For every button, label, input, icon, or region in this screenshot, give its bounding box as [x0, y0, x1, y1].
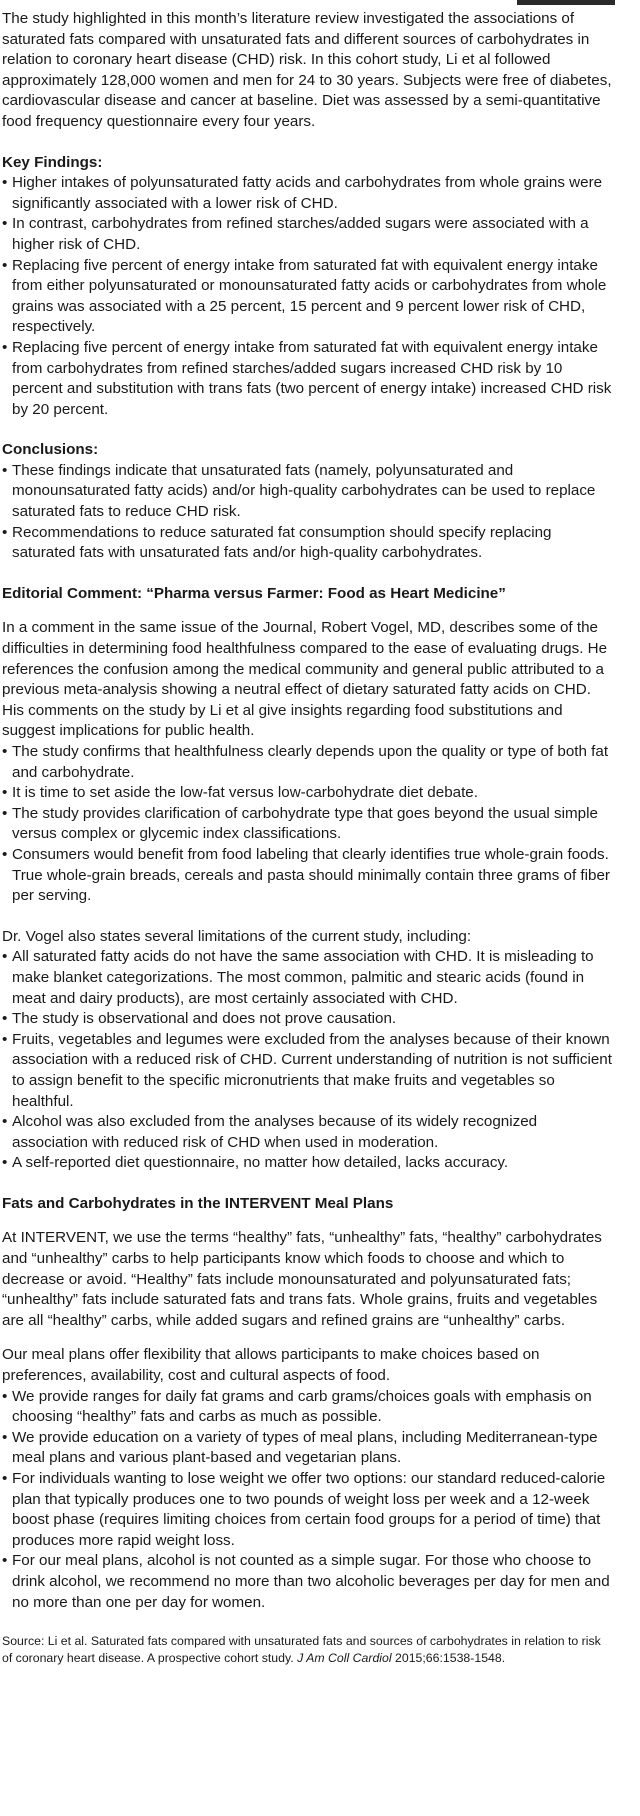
- source-citation: [2, 1633, 614, 1667]
- intervent-paragraph-1: At INTERVENT, we use the terms “healthy” fats, “unhealthy” fats, “healthy” carbohydrates and “unhealthy” carbs to help participants know which foods to choose and which to decrease or avoid. “Healthy” fats include monounsaturated and polyunsaturated fats; “unhealthy” fats include saturated fats and trans fats. Whole grains, fruits and vegetables are all “healthy” carbs, while added sugars and refined grains are “unhealthy” carbs.: [2, 1229, 602, 1329]
- conclusions-heading: Conclusions:: [2, 441, 99, 459]
- editorial-heading: Editorial Comment: “Pharma versus Farmer: Food as Heart Medicine”: [2, 584, 506, 602]
- editorial-list: [2, 742, 614, 907]
- intervent-heading: Fats and Carbohydrates in the INTERVENT Meal Plans: [2, 1194, 394, 1212]
- key-findings-list: [2, 173, 614, 420]
- source-tail: 2015;66:1538-1548.: [395, 1651, 506, 1666]
- list-item: • It is time to set aside the low-fat versus low-carbohydrate diet debate.: [2, 783, 614, 804]
- list-item: • Fruits, vegetables and legumes were excluded from the analyses because of their known association with a reduced risk of CHD. Current understanding of nutrition is not sufficient to assign benefit to the specific micronutrients that make fruits and vegetables so healthful.: [2, 1030, 614, 1112]
- list-item: • Replacing five percent of energy intake from saturated fat with equivalent energy intake from either polyunsaturated or monounsaturated fatty acids or carbohydrates from whole grains was associated with a 25 percent, 15 percent and 9 percent lower risk of CHD, respectively.: [2, 256, 614, 338]
- key-findings-heading: Key Findings:: [2, 153, 103, 171]
- list-item: • For individuals wanting to lose weight we offer two options: our standard reduced-calorie plan that typically produces one to two pounds of weight loss per week and a 12-week boost phase (requires limiting choices from certain food groups for a period of time) that produces more rapid weight loss.: [2, 1469, 614, 1551]
- list-item: • Consumers would benefit from food labeling that clearly identifies true whole-grain foods. True whole-grain breads, cereals and pasta should minimally contain three grams of fiber per serving.: [2, 845, 614, 907]
- list-item: • We provide ranges for daily fat grams and carb grams/choices goals with emphasis on choosing “healthy” fats and carbs as much as possible.: [2, 1387, 614, 1428]
- list-item: • Replacing five percent of energy intake from saturated fat with equivalent energy intake from carbohydrates from refined starches/added sugars increased CHD risk by 10 percent and substitution with trans fats (two percent of energy intake) increased CHD risk by 20 percent.: [2, 338, 614, 420]
- editorial-intro-paragraph: In a comment in the same issue of the Journal, Robert Vogel, MD, describes some of the difficulties in determining food healthfulness compared to the ease of evaluating drugs. He references the confusion among the medical community and general public attributed to a previous meta-analysis showing a neutral effect of dietary saturated fatty acids on CHD. His comments on the study by Li et al give insights regarding food substitutions and suggest implications for public health.: [2, 619, 608, 740]
- conclusions-list: [2, 461, 614, 564]
- list-item: • For our meal plans, alcohol is not counted as a simple sugar. For those who choose to drink alcohol, we recommend no more than two alcoholic beverages per day for men and no more than one per day for women.: [2, 1551, 614, 1613]
- source-journal: J Am Coll Cardiol: [297, 1651, 392, 1666]
- list-item: • The study provides clarification of carbohydrate type that goes beyond the usual simple versus complex or glycemic index classifications.: [2, 804, 614, 845]
- header-photo-edge: [517, 0, 615, 5]
- intervent-list: [2, 1387, 614, 1614]
- limitations-list: [2, 947, 614, 1174]
- article: [0, 9, 614, 1667]
- list-item: • All saturated fatty acids do not have the same association with CHD. It is misleading to make blanket categorizations. The most common, palmitic and stearic acids (found in meat and dairy products), are most certainly associated with CHD.: [2, 947, 614, 1009]
- list-item: • In contrast, carbohydrates from refined starches/added sugars were associated with a higher risk of CHD.: [2, 214, 614, 255]
- list-item: • A self-reported diet questionnaire, no matter how detailed, lacks accuracy.: [2, 1153, 614, 1174]
- list-item: • The study confirms that healthfulness clearly depends upon the quality or type of both fat and carbohydrate.: [2, 742, 614, 783]
- list-item: • Alcohol was also excluded from the analyses because of its widely recognized association with reduced risk of CHD when used in moderation.: [2, 1112, 614, 1153]
- list-item: • Higher intakes of polyunsaturated fatty acids and carbohydrates from whole grains were significantly associated with a lower risk of CHD.: [2, 173, 614, 214]
- list-item: • Recommendations to reduce saturated fat consumption should specify replacing saturated fats with unsaturated fats and/or high-quality carbohydrates.: [2, 523, 614, 564]
- limitations-intro: Dr. Vogel also states several limitations of the current study, including:: [2, 927, 472, 945]
- list-item: • The study is observational and does not prove causation.: [2, 1009, 614, 1030]
- intro-paragraph: The study highlighted in this month’s literature review investigated the associations of saturated fats compared with unsaturated fats and different sources of carbohydrates in relation to coronary heart disease (CHD) risk. In this cohort study, Li et al followed approximately 128,000 women and men for 24 to 30 years. Subjects were free of diabetes, cardiovascular disease and cancer at baseline. Diet was assessed by a semi-quantitative food frequency questionnaire every four years.: [2, 10, 612, 130]
- source-lead: Source: Li et al. Saturated fats compared with unsaturated fats and sources of carbohydrates in relation to risk of coronary heart disease. A prospective cohort study.: [2, 1634, 601, 1666]
- intervent-paragraph-2: Our meal plans offer flexibility that allows participants to make choices based on preferences, availability, cost and cultural aspects of food.: [2, 1346, 540, 1385]
- list-item: • These findings indicate that unsaturated fats (namely, polyunsaturated and monounsaturated fatty acids) and/or high-quality carbohydrates can be used to replace saturated fats to reduce CHD risk.: [2, 461, 614, 523]
- list-item: • We provide education on a variety of types of meal plans, including Mediterranean-type meal plans and various plant-based and vegetarian plans.: [2, 1428, 614, 1469]
